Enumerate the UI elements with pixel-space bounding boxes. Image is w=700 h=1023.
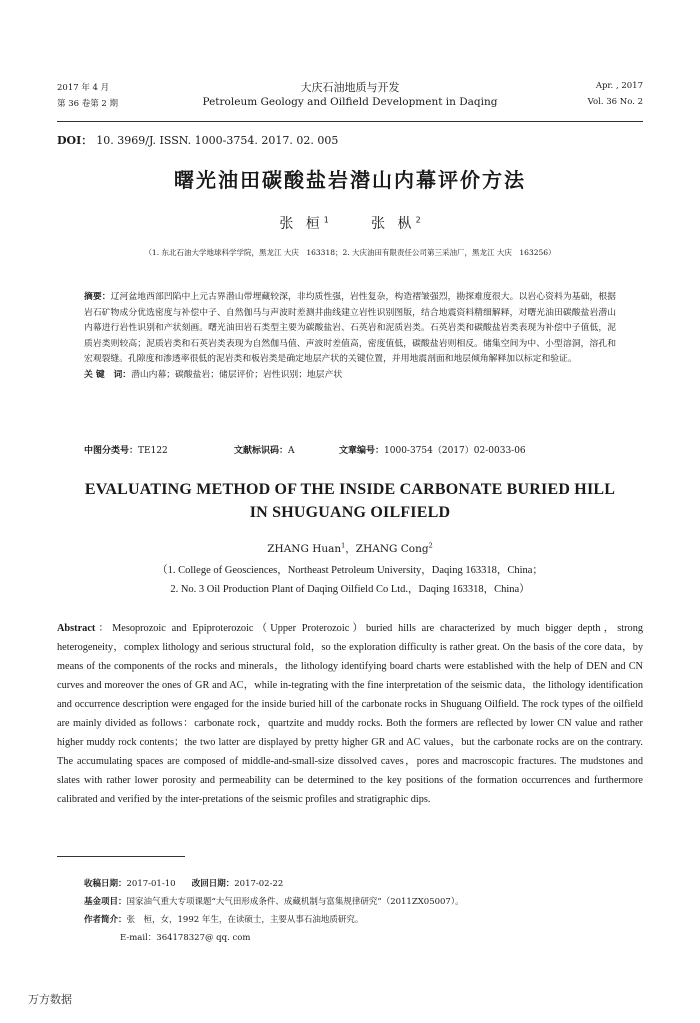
watermark: 万方数据 [28, 993, 72, 1006]
author-cn-1: 张 桓 [279, 216, 324, 232]
abstract-en-label: Abstract [57, 623, 96, 634]
email-line: E-mail：364178327@ qq. com [120, 933, 251, 943]
header-issue-cn: 第 36 卷第 2 期 [57, 99, 119, 109]
fund-line [84, 893, 464, 911]
footnotes [84, 875, 464, 947]
article-no-value: 1000-3754（2017）02-0033-06 [384, 446, 526, 456]
author-bio-label: 作者简介： [84, 915, 127, 925]
abstract-cn-label: 摘要： [84, 292, 111, 302]
header-rule [57, 121, 643, 122]
authors-en [0, 541, 700, 556]
author-cn-1-sup: 1 [323, 215, 329, 225]
title-en [0, 478, 700, 524]
abstract-cn [84, 290, 616, 383]
author-bio-line [84, 911, 464, 929]
clc-label: 中图分类号： [84, 446, 139, 456]
affiliation-en-line2: 2. No. 3 Oil Production Plant of Daqing Oilfield Co Ltd.，Daqing 163318，China） [170, 584, 530, 595]
author-en-2-sup: 2 [428, 541, 433, 550]
doc-code-label: 文献标识码： [234, 446, 289, 456]
fund-value: 国家油气重大专项课题“大气田形成条件、成藏机制与富集规律研究”（2011ZX05007）。 [126, 897, 464, 907]
dates-line [84, 875, 464, 893]
author-en-2: ZHANG Cong [355, 543, 429, 555]
author-en-sep: ， [345, 543, 356, 555]
clc-value: TE122 [138, 446, 168, 456]
revised-value: 2017-02-22 [234, 879, 284, 889]
author-en-1: ZHANG Huan [267, 543, 342, 555]
header-volume-en: Vol. 36 No. 2 [587, 97, 643, 107]
article-no-label: 文章编号： [339, 446, 385, 456]
keywords-cn-text: 潜山内幕；碳酸盐岩；储层评价；岩性识别；地层产状 [131, 369, 343, 380]
author-bio-value: 张 桓，女，1992 年生，在读硕士，主要从事石油地质研究。 [126, 915, 364, 925]
abstract-en-text: ：Mesoprozoic and Epiproterozoic（Upper Proterozoic）buried hills are characterized by much bigger depth，strong heterogeneity，complex lithology and serious structural fold，so the exploration difficulty is rather great. On the basis of the core data，by means of the components of the rocks and minerals，the lithology identifying board charts were established with the help of DEN and CN curves and moreover the ones of GR and AC，while in-tegrating with the fine interpretation of the seismic data，the lithology identification and occurrence description were engaged for the inside buried hill of the carbonate rocks in Shuguang Oilfield. The rock types of the oilfield are mainly divided as follows：carbonate rock，quartzite and muddy rocks. Both the formers are reflected by lower CN value and rather higher muddy rock contents；the two latter are displayed by pretty higher GR and AC values，but the carbonate rocks are on the contrary. The accumulating spaces are composed of middle-and-small-size dissolved caves，pores and macroscopic fractures. The mudstones and slates with rather lower porosity and permeability can be determined to the key positions of the formation occurrences and furthermore calibrated and verified by the inter-pretations of the seismic profiles and stratigraphic dips. [57, 623, 643, 805]
author-en-1-sup: 1 [341, 541, 346, 550]
keywords-cn [84, 368, 616, 384]
article-no-item [339, 443, 526, 456]
header-journal-en: Petroleum Geology and Oilfield Development in Daqing [202, 96, 498, 108]
doi-line [57, 132, 338, 148]
running-header [57, 81, 643, 119]
received-value: 2017-01-10 [126, 879, 176, 889]
clc-item [84, 443, 168, 456]
affiliation-cn: （1. 东北石油大学地球科学学院，黑龙江 大庆 163318；2. 大庆油田有限责任公司第三采油厂，黑龙江 大庆 163256） [144, 248, 556, 257]
author-cn-2-sup: 2 [415, 215, 421, 225]
fund-label: 基金项目： [84, 897, 127, 907]
abstract-cn-text: 辽河盆地西部凹陷中上元古界潜山带埋藏较深，非均质性强，岩性复杂，构造褶皱强烈，勘探难度很大。以岩心资料为基础，根据岩石矿物成分优选密度与补偿中子、自然伽马与声波时差测井曲线建立岩性识别图版，结合地震资料精细解释，对曙光油田碳酸盐岩潜山内幕进行岩性识别和产状刻画。曙光油田岩石类型主要为碳酸盐岩、石英岩和泥质岩类。石英岩类和碳酸盐岩类表现为补偿中子值低，泥质岩类则较高；泥质岩类和石英岩类表现为自然伽马值、声波时差值高，密度值低，碳酸盐岩则相反。储集空间为中、小型溶洞，溶孔和宏观裂缝。孔隙度和渗透率很低的泥岩类和板岩类是确定地层产状的关键位置，并用地震剖面和地层倾角解释加以标定和验证。 [84, 292, 616, 364]
author-cn-2: 张 枞 [371, 216, 416, 232]
title-cn: 曙光油田碳酸盐岩潜山内幕评价方法 [174, 168, 526, 192]
received-label: 收稿日期： [84, 879, 127, 889]
keywords-cn-label: 关 键 词： [84, 369, 132, 380]
revised-label: 改回日期： [191, 879, 235, 889]
authors-cn [0, 213, 700, 233]
title-en-line1: EVALUATING METHOD OF THE INSIDE CARBONATE BURIED HILL [84, 481, 616, 498]
doc-code-item [234, 443, 295, 456]
title-en-line2: IN SHUGUANG OILFIELD [249, 504, 451, 521]
header-date-en: Apr. , 2017 [595, 81, 643, 91]
affiliation-en [0, 561, 700, 599]
header-journal-cn: 大庆石油地质与开发 [300, 81, 400, 94]
header-date-cn: 2017 年 4 月 [57, 83, 110, 93]
doi-value: 10. 3969/J. ISSN. 1000-3754. 2017. 02. 005 [96, 134, 339, 147]
doi-label: DOI： [57, 134, 93, 147]
affiliation-en-line1: （1. College of Geosciences，Northeast Petroleum University，Daqing 163318，China； [157, 565, 543, 576]
footnote-rule [57, 856, 185, 857]
abstract-en [57, 619, 643, 809]
doc-code-value: A [288, 446, 295, 456]
